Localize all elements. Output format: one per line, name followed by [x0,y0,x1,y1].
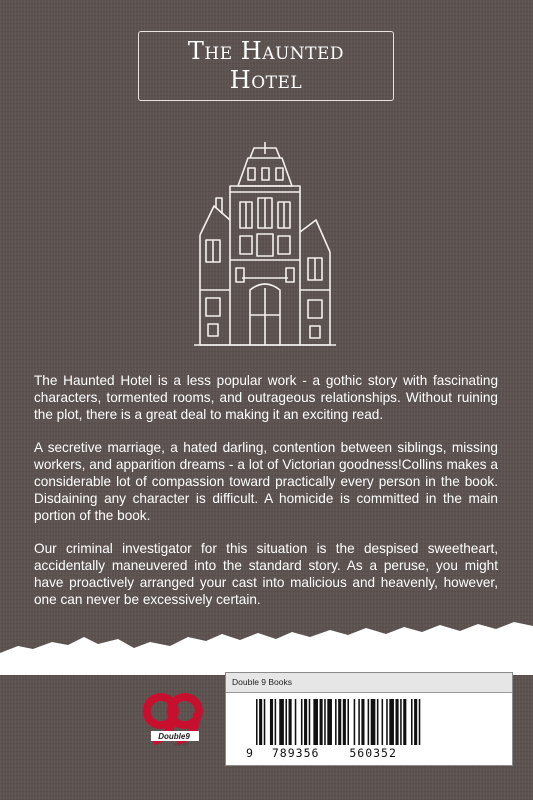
barcode-bar [264,699,266,745]
barcode-bar [347,699,349,745]
haunted-house-icon [190,140,340,350]
blurb [34,372,498,624]
barcode-bar [289,699,292,745]
barcode-bar [414,699,417,745]
barcode-bar [270,699,273,745]
barcode-panel [225,672,513,766]
isbn-group-1: 789356 [271,746,320,760]
barcode-bar [295,699,297,745]
publisher-name: Double 9 Books [226,673,512,693]
barcode-bar [358,699,360,745]
barcode-bar [419,699,421,745]
double-nine-logo-icon [143,693,205,749]
barcode-bar [396,699,399,745]
barcode-bar [256,699,258,745]
barcode-bar [320,699,323,745]
blurb-paragraph-1: The Haunted Hotel is a less popular work - a gothic story with fascinating characters, tormented rooms, and outrageous relationships. Without ruining the plot, there is a great deal to making it an exciting read. [34,373,498,422]
barcode-bar [371,699,376,745]
barcode-bar [361,699,364,745]
barcode-bar [354,699,356,745]
barcode-bar [377,699,379,745]
logo-text: Double9 [158,732,190,741]
barcode-bar [275,699,277,745]
isbn-lead-digit: 9 [246,746,254,760]
barcode-bar [368,699,370,745]
blurb-paragraph-2: A secretive marriage, a hated darling, contention between siblings, missing workers, and apparition dreams - a lot of Victorian goodness!Collins makes a considerable lot of compassion toward practically every person in the book. Disdaining any character is difficult. A homicide is committed in the main portion of the book. [34,440,498,523]
barcode-bar [400,699,402,745]
barcode-bar [338,699,341,745]
barcode-bar [411,699,413,745]
barcode-bar [279,699,284,745]
barcode-bar [285,699,287,745]
barcode-bar [403,699,406,745]
barcode-bar [327,699,332,745]
title-box [138,31,394,101]
isbn-digits [246,746,496,760]
barcode-bar [259,699,262,745]
barcode-bar [313,699,318,745]
isbn-group-2: 560352 [349,746,397,760]
blurb-paragraph-3: Our criminal investigator for this situation is the despised sweetheart, accidentally maneuvered into the standard story. As a peruse, you might have proactively arranged your cast into malicious and heavenly, however, one can never be excessively certain. [34,541,498,607]
barcode-bar [335,699,337,745]
barcode-icon [256,699,492,745]
barcode-bar [382,699,384,745]
logo-subtext: BOOKS [173,742,189,747]
barcode-bar [309,699,311,745]
title-line-2: Hotel [229,66,303,94]
barcode-bar [301,699,303,745]
barcode-bar [343,699,346,745]
barcode-bar [304,699,307,745]
barcode-bar [389,699,394,745]
barcode-bar [386,699,388,745]
title-line-1: The Haunted [187,37,345,65]
torn-paper-edge [0,615,533,675]
barcode-bar [324,699,326,745]
